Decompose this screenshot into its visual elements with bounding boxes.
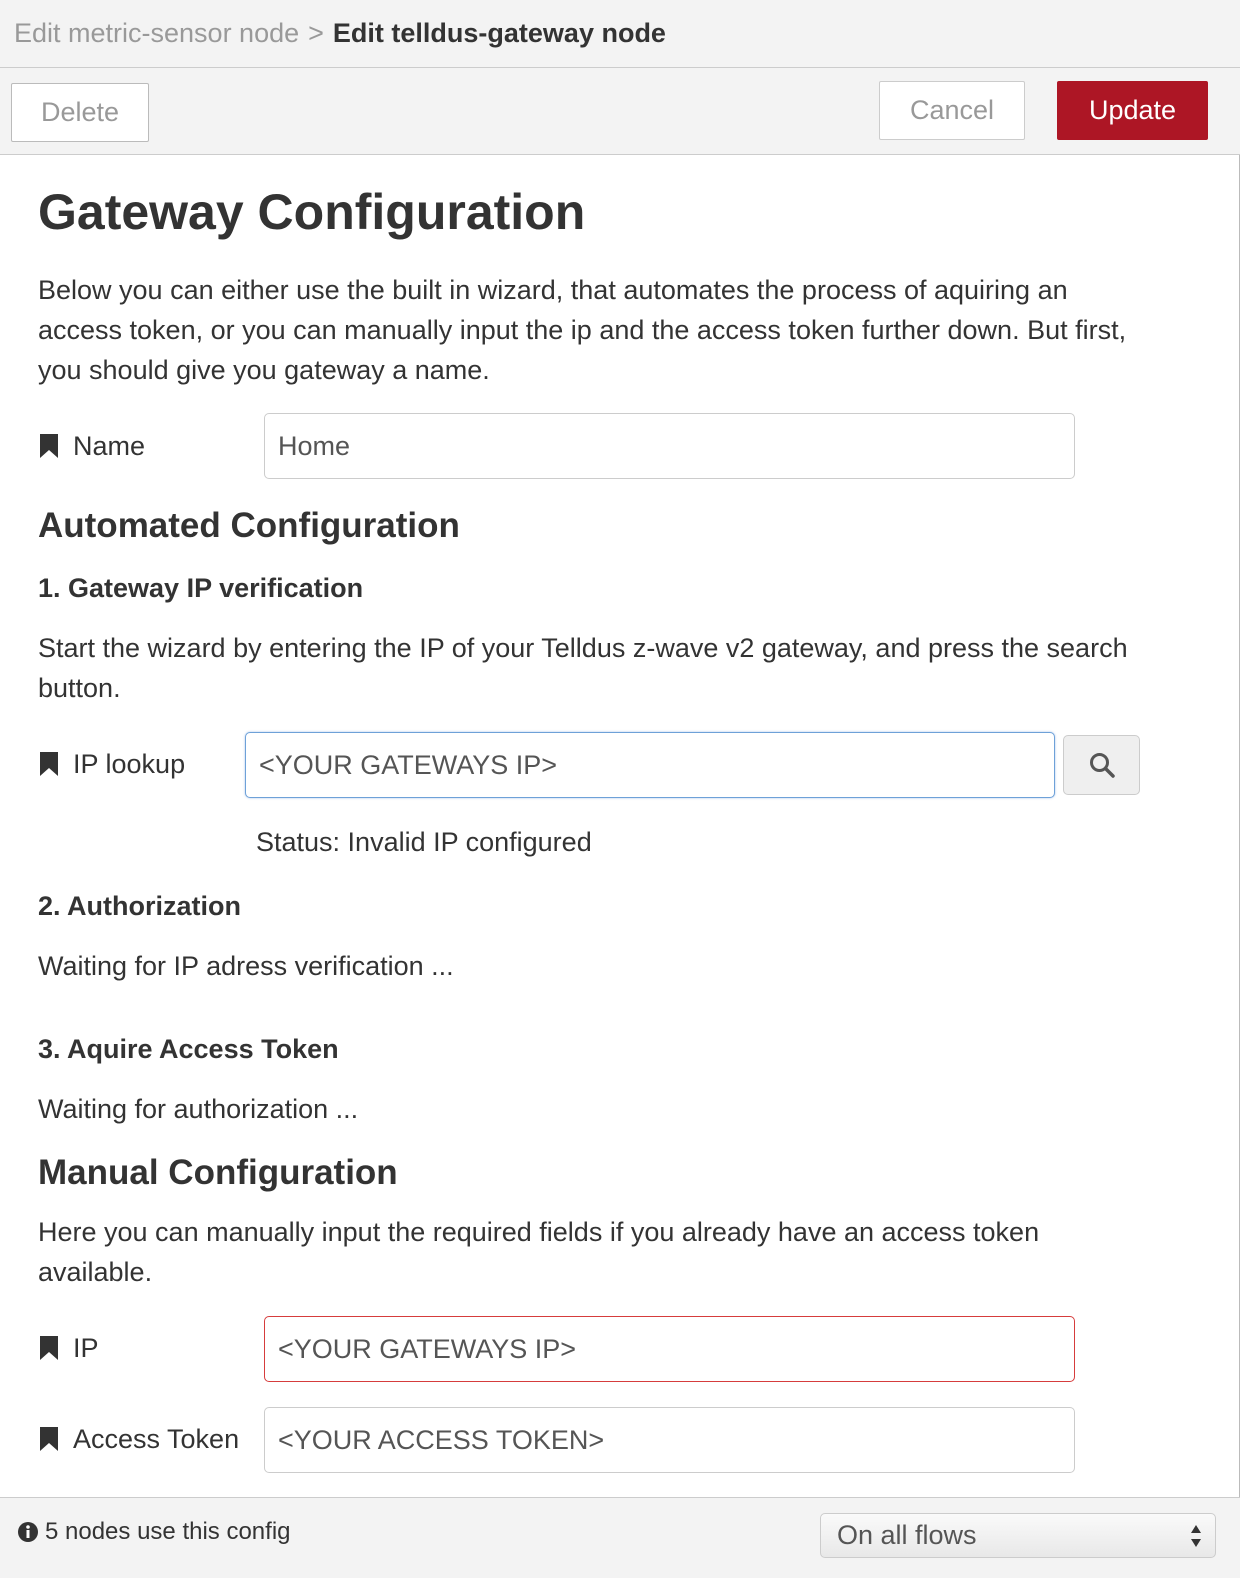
bookmark-icon	[38, 751, 60, 777]
breadcrumb-previous[interactable]: Edit metric-sensor node	[14, 18, 300, 48]
tray-footer	[0, 1497, 1240, 1578]
select-arrows-icon	[1189, 1523, 1203, 1549]
ip-lookup-input[interactable]: <YOUR GATEWAYS IP>	[245, 732, 1055, 798]
ip-lookup-label	[38, 744, 185, 784]
update-button[interactable]: Update	[1057, 81, 1208, 140]
step1-text: Start the wizard by entering the IP of your Telldus z-wave v2 gateway, and press the search button.	[38, 633, 1128, 703]
access-token-label-text: Access Token	[73, 1423, 240, 1454]
step1-heading: 1. Gateway IP verification	[38, 573, 364, 603]
scope-select-value: On all flows	[837, 1520, 977, 1550]
step2-text: Waiting for IP adress verification ...	[38, 951, 454, 981]
bookmark-icon	[38, 433, 60, 459]
breadcrumb-separator: >	[308, 18, 324, 48]
bookmark-icon	[38, 1426, 60, 1452]
step3-text: Waiting for authorization ...	[38, 1094, 359, 1124]
access-token-label	[38, 1419, 239, 1459]
name-input[interactable]: Home	[264, 413, 1075, 479]
manual-text: Here you can manually input the required fields if you already have an access token available.	[38, 1217, 1040, 1287]
step2-heading: 2. Authorization	[38, 891, 241, 921]
info-icon	[17, 1521, 39, 1543]
step3-heading: 3. Aquire Access Token	[38, 1034, 339, 1064]
ip-label-text: IP	[73, 1332, 99, 1363]
breadcrumb	[0, 0, 1240, 68]
config-usage-info	[17, 1518, 291, 1546]
bookmark-icon	[38, 1335, 60, 1361]
ip-status: Status: Invalid IP configured	[256, 827, 592, 857]
cancel-button[interactable]: Cancel	[879, 81, 1025, 140]
window-edge	[1240, 0, 1247, 1578]
tray-body	[0, 155, 1240, 1497]
config-usage-text: 5 nodes use this config	[45, 1518, 291, 1545]
name-label-text: Name	[73, 430, 146, 461]
tray-toolbar	[0, 68, 1240, 155]
search-button[interactable]	[1063, 735, 1140, 795]
manual-heading: Manual Configuration	[38, 1153, 398, 1192]
name-label	[38, 426, 145, 466]
ip-label	[38, 1328, 99, 1368]
search-icon	[1088, 751, 1116, 779]
delete-button[interactable]: Delete	[11, 83, 149, 142]
ip-lookup-label-text: IP lookup	[73, 748, 186, 779]
automated-heading: Automated Configuration	[38, 506, 460, 545]
ip-input[interactable]: <YOUR GATEWAYS IP>	[264, 1316, 1075, 1382]
intro-text: Below you can either use the built in wizard, that automates the process of aquiring an access token, or you can manually input the ip and the access token further down. But first, you should give you gateway a name.	[38, 275, 1127, 385]
access-token-input[interactable]: <YOUR ACCESS TOKEN>	[264, 1407, 1075, 1473]
breadcrumb-current: Edit telldus-gateway node	[332, 18, 666, 48]
page-title: Gateway Configuration	[38, 184, 586, 240]
scope-select[interactable]	[820, 1513, 1216, 1558]
